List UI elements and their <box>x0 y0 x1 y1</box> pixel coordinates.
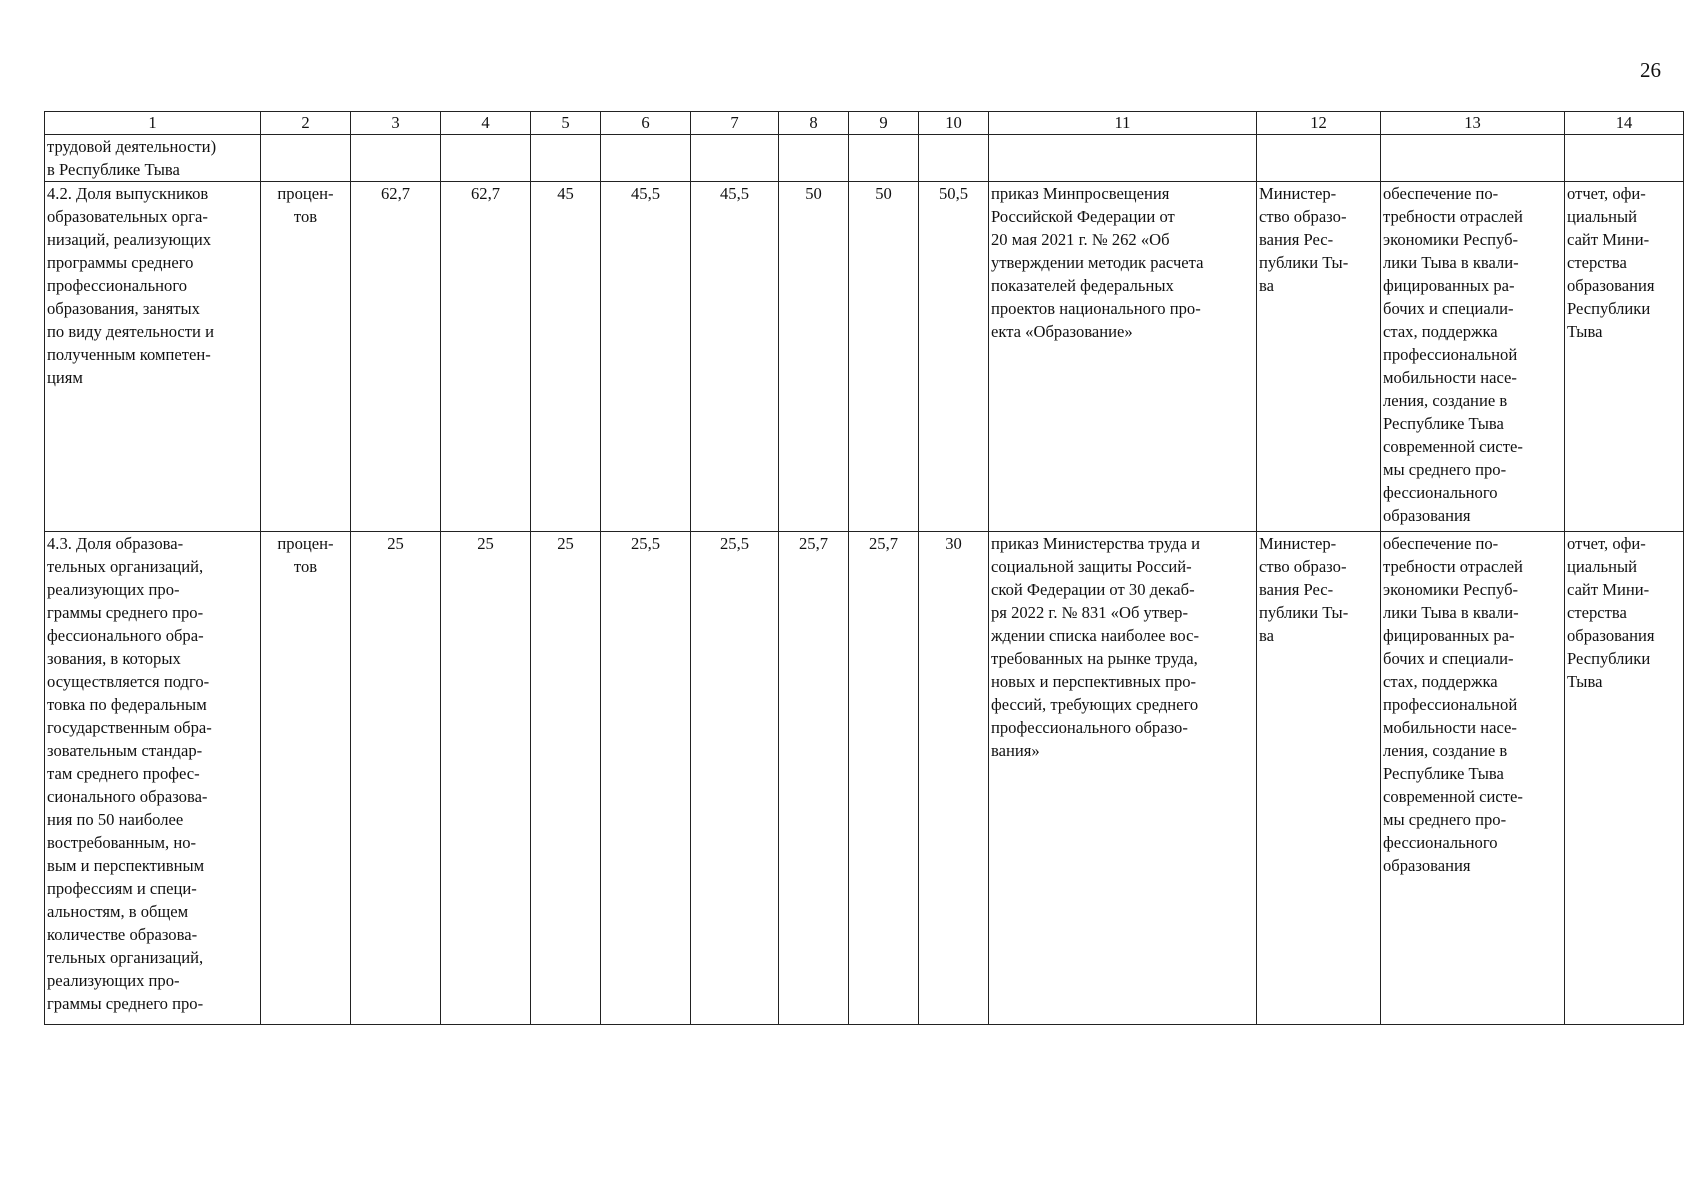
table-cell <box>601 135 691 182</box>
column-number-row <box>45 112 1684 135</box>
table-cell <box>691 135 779 182</box>
table-cell <box>1565 135 1684 182</box>
responsible-cell: Министер- ство образо- вания Рес- публики Ты- ва <box>1257 182 1381 532</box>
value-cell: 25,5 <box>601 532 691 1025</box>
column-header: 14 <box>1565 112 1684 135</box>
goal-cell: обеспечение по- требности отраслей экономики Респуб- лики Тыва в квали- фицированных ра- бочих и специали- стах, поддержка профессиональной мобильности насе- ления, создание в Республике Тыва современной систе- мы среднего про- фессионального образования <box>1381 532 1565 1025</box>
value-cell: 62,7 <box>441 182 531 532</box>
indicator-name-cell: 4.2. Доля выпускников образовательных орга- низаций, реализующих программы среднего профессионального образования, занятых по виду деятельности и полученным компетен- циям <box>45 182 261 532</box>
value-cell: 45 <box>531 182 601 532</box>
value-cell: 25,7 <box>779 532 849 1025</box>
report-source-cell: отчет, офи- циальный сайт Мини- стерства образования Республики Тыва <box>1565 532 1684 1025</box>
table-row <box>45 182 1684 532</box>
column-header: 12 <box>1257 112 1381 135</box>
indicator-name-cell: трудовой деятельности) в Республике Тыва <box>45 135 261 182</box>
value-cell: 25 <box>531 532 601 1025</box>
value-cell: 25,5 <box>691 532 779 1025</box>
column-header: 6 <box>601 112 691 135</box>
value-cell: 45,5 <box>601 182 691 532</box>
table-cell <box>531 135 601 182</box>
table-cell <box>919 135 989 182</box>
column-header: 4 <box>441 112 531 135</box>
source-document-cell: приказ Министерства труда и социальной защиты Россий- ской Федерации от 30 декаб- ря 2022 г. № 831 «Об утвер- ждении списка наиболее вос- требованных на рынке труда, новых и перспективных про- фессий, требующих среднего профессионального образо- вания» <box>989 532 1257 1025</box>
value-cell: 50,5 <box>919 182 989 532</box>
value-cell: 25 <box>441 532 531 1025</box>
column-header: 11 <box>989 112 1257 135</box>
column-header: 8 <box>779 112 849 135</box>
column-header: 3 <box>351 112 441 135</box>
column-header: 7 <box>691 112 779 135</box>
responsible-cell: Министер- ство образо- вания Рес- публики Ты- ва <box>1257 532 1381 1025</box>
page-number: 26 <box>1640 58 1661 82</box>
table-cell <box>441 135 531 182</box>
goal-cell: обеспечение по- требности отраслей экономики Респуб- лики Тыва в квали- фицированных ра- бочих и специали- стах, поддержка профессиональной мобильности насе- ления, создание в Республике Тыва современной систе- мы среднего про- фессионального образования <box>1381 182 1565 532</box>
value-cell: 45,5 <box>691 182 779 532</box>
source-document-cell: приказ Минпросвещения Российской Федерации от 20 мая 2021 г. № 262 «Об утверждении методик расчета показателей федеральных проектов национального про- екта «Образование» <box>989 182 1257 532</box>
table-cell <box>779 135 849 182</box>
value-cell: 50 <box>849 182 919 532</box>
value-cell: 50 <box>779 182 849 532</box>
unit-cell: процен- тов <box>261 182 351 532</box>
table-cell <box>1257 135 1381 182</box>
table-row <box>45 135 1684 182</box>
table-cell <box>1381 135 1565 182</box>
value-cell: 30 <box>919 532 989 1025</box>
value-cell: 25 <box>351 532 441 1025</box>
indicators-table <box>44 111 1684 1025</box>
column-header: 1 <box>45 112 261 135</box>
table-cell <box>261 135 351 182</box>
column-header: 2 <box>261 112 351 135</box>
table-cell <box>989 135 1257 182</box>
column-header: 5 <box>531 112 601 135</box>
table-row <box>45 532 1684 1025</box>
unit-cell: процен- тов <box>261 532 351 1025</box>
column-header: 10 <box>919 112 989 135</box>
table-cell <box>849 135 919 182</box>
column-header: 9 <box>849 112 919 135</box>
report-source-cell: отчет, офи- циальный сайт Мини- стерства образования Республики Тыва <box>1565 182 1684 532</box>
indicator-name-cell: 4.3. Доля образова- тельных организаций, реализующих про- граммы среднего про- фессионального обра- зования, в которых осуществляется подго- товка по федеральным государственным обра- зовательным стандар- там среднего профес- сионального образова- ния по 50 наиболее востребованным, но- вым и перспективным профессиям и специ- альностям, в общем количестве образова- тельных организаций, реализующих про- граммы среднего про- <box>45 532 261 1025</box>
value-cell: 62,7 <box>351 182 441 532</box>
table-cell <box>351 135 441 182</box>
value-cell: 25,7 <box>849 532 919 1025</box>
column-header: 13 <box>1381 112 1565 135</box>
